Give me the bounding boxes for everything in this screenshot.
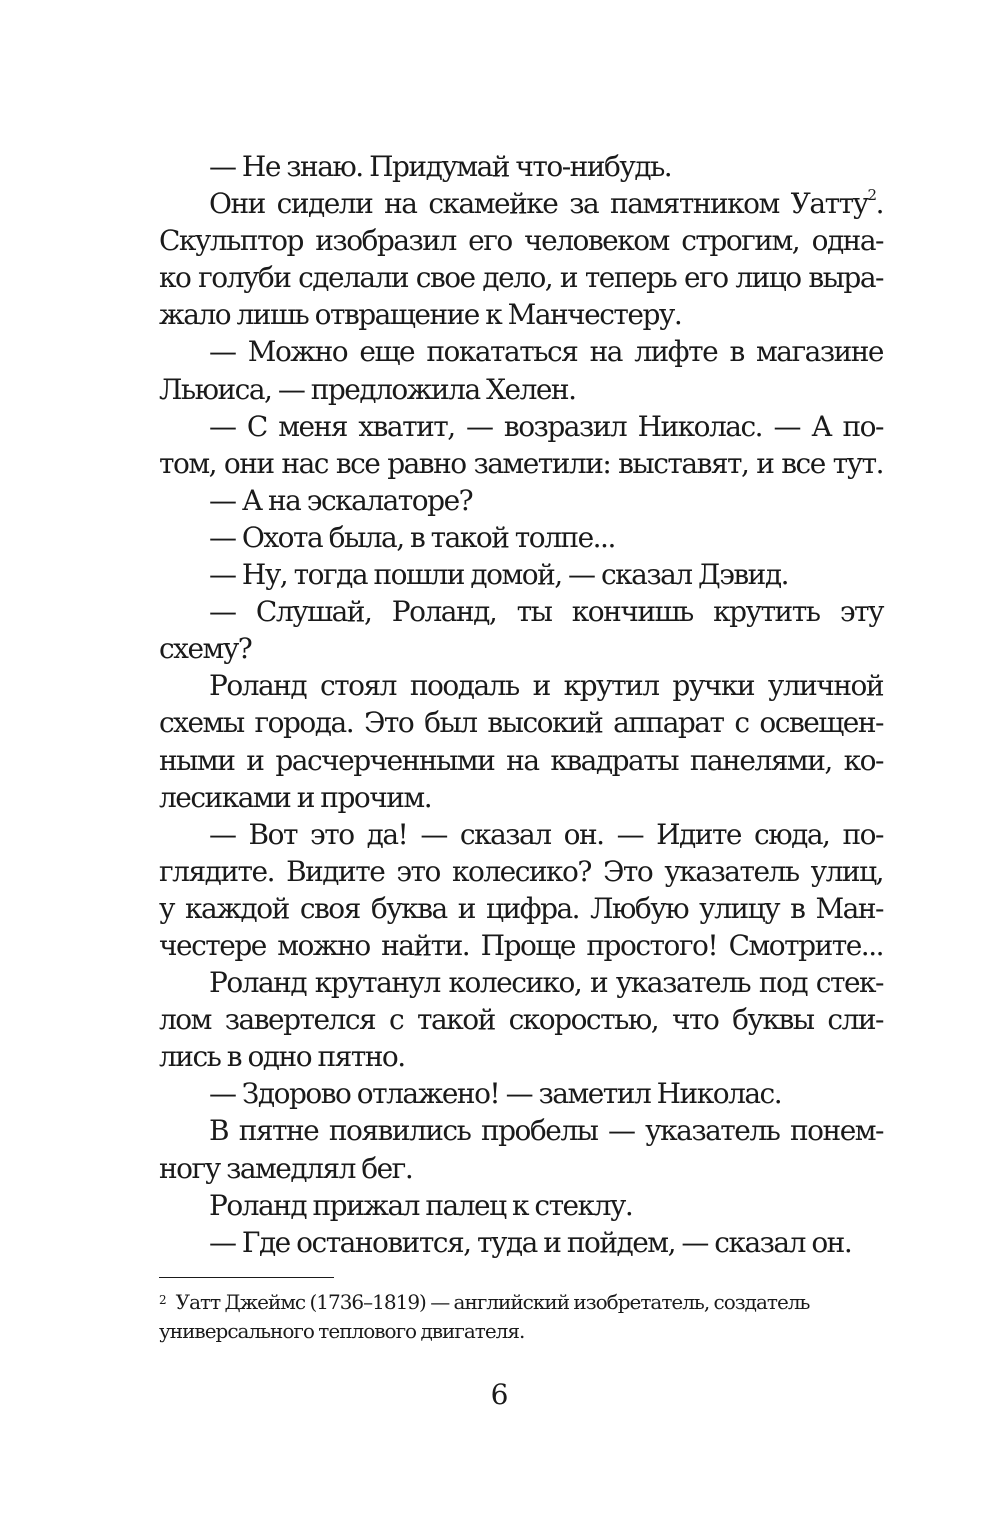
text-line: — Здорово отлажено! — заметил Николас. [209,1077,782,1111]
text-line: глядите. Видите это колесико? Это указатель улиц, [159,854,883,888]
footnote-text: Уатт Джеймс (1736–1819) — английский изобретатель, создатель [175,1290,810,1314]
text-line: — Не знаю. Придумай что-нибудь. [209,150,672,183]
text-line: Роланд прижал палец к стеклу. [209,1188,633,1222]
text-line: жало лишь отвращение к Манчестеру. [159,298,682,332]
footnote-divider [159,1277,334,1278]
text-line: Роланд крутанул колесико, и указатель под стек- [209,966,883,1000]
text-line-content: Они сидели на скамейке за памятником Уатту [209,187,868,221]
text-line [159,185,883,222]
text-line: — Ну, тогда пошли домой, — сказал Дэвид. [209,558,788,592]
text-line: — С меня хватит, — возразил Николас. — А по- [209,409,883,443]
footnote [159,1288,883,1346]
text-line: В пятне появились пробелы — указатель понем- [209,1114,883,1148]
text-line: честере можно найти. Проще простого! Смотрите... [159,928,883,962]
footnote-reference: 2 [867,185,876,204]
text-line: — Можно еще покататься на лифте в магазине [209,335,883,369]
text-line: — А на эскалаторе? [209,483,473,517]
text-line: ногу замедлял бег. [159,1151,413,1185]
text-line: лесиками и прочим. [159,780,432,814]
text-line: — Охота была, в такой толпе... [209,520,615,554]
body-text [159,148,883,1261]
text-line: — Вот это да! — сказал он. — Идите сюда, по- [209,817,883,851]
text-line: схемы города. Это был высокий аппарат с освещен- [159,706,883,740]
text-line: ными и расчерченными на квадраты панелями, ко- [159,743,883,777]
text-line: ко голуби сделали свое дело, и теперь его лицо выра- [159,261,883,295]
text-line: у каждой своя буква и цифра. Любую улицу в Ман- [159,891,883,925]
text-line: — Где остановится, туда и пойдем, — сказал он. [209,1225,852,1259]
footnote-line [159,1288,883,1317]
text-line: лом завертелся с такой скоростью, что буквы сли- [159,1003,883,1037]
text-line: Роланд стоял поодаль и крутил ручки уличной [209,669,883,703]
text-line: лись в одно пятно. [159,1040,405,1074]
text-line: схему? [159,632,252,666]
text-line: Льюиса, — предложила Хелен. [159,372,576,406]
text-line: Скульптор изобразил его человеком строгим, одна- [159,224,883,258]
text-line-period: . [875,187,883,221]
footnote-marker: 2 [159,1293,166,1307]
text-line: — Слушай, Роланд, ты кончишь крутить эту [209,595,883,629]
text-line: том, они нас все равно заметили: выставят, и все тут. [159,446,883,480]
page-number: 6 [490,1378,509,1411]
footnote-line: универсального теплового двигателя. [159,1319,525,1343]
